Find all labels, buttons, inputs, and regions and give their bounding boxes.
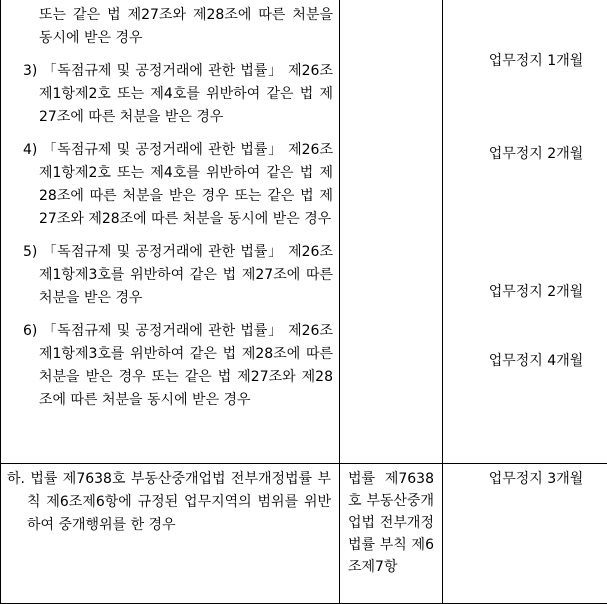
- basis-cell: [340, 0, 443, 463]
- penalty-cell: [443, 463, 607, 604]
- penalty-value: 업무정지 3개월: [488, 470, 584, 487]
- violation-item: 또는 같은 법 제27조와 제28조에 따른 처분을 동시에 받은 경우: [39, 7, 333, 46]
- basis-cell: [340, 463, 443, 604]
- violation-item: 6) 「독점규제 및 공정거래에 관한 법률」 제26조제1항제3호를 위반하여 같은 법 제28조에 따른 처분을 받은 경우 또는 같은 법 제27조와 제28조에 따른 처분을 동시에 받은 경우: [23, 323, 333, 408]
- penalty-cell: [443, 0, 607, 463]
- penalty-value: 업무정지 2개월: [488, 284, 584, 300]
- penalty-value: [443, 27, 607, 50]
- legal-basis: 법률 제7638호 부동산중개업법 전부개정법률 부칙 제6조제7항: [348, 470, 434, 575]
- violation-cell: [1, 0, 340, 463]
- penalty-value: 업무정지 1개월: [488, 53, 584, 69]
- penalty-value: 업무정지 2개월: [488, 146, 584, 162]
- table-row: [1, 0, 607, 463]
- violation-cell: [1, 463, 340, 604]
- violation-item-main: 하. 법률 제7638호 부동산중개업법 전부개정법률 부칙 제6조제6항에 규정된 업무지역의 범위를 위반하여 중개행위를 한 경우: [7, 470, 331, 533]
- penalty-value: 업무정지 4개월: [488, 353, 584, 369]
- violation-item: 3) 「독점규제 및 공정거래에 관한 법률」 제26조제1항제2호 또는 제4호를 위반하여 같은 법 제27조에 따른 처분을 받은 경우: [23, 63, 333, 125]
- table-row: [1, 463, 607, 604]
- violation-item: 5) 「독점규제 및 공정거래에 관한 법률」 제26조제1항제3호를 위반하여 같은 법 제27조에 따른 처분을 받은 경우: [23, 244, 333, 306]
- violation-item: 4) 「독점규제 및 공정거래에 관한 법률」 제26조제1항제2호 또는 제4호를 위반하여 같은 법 제28조에 따른 처분을 받은 경우 또는 같은 법 제27조와 제28조에 따른 처분을 동시에 받은 경우: [23, 142, 333, 227]
